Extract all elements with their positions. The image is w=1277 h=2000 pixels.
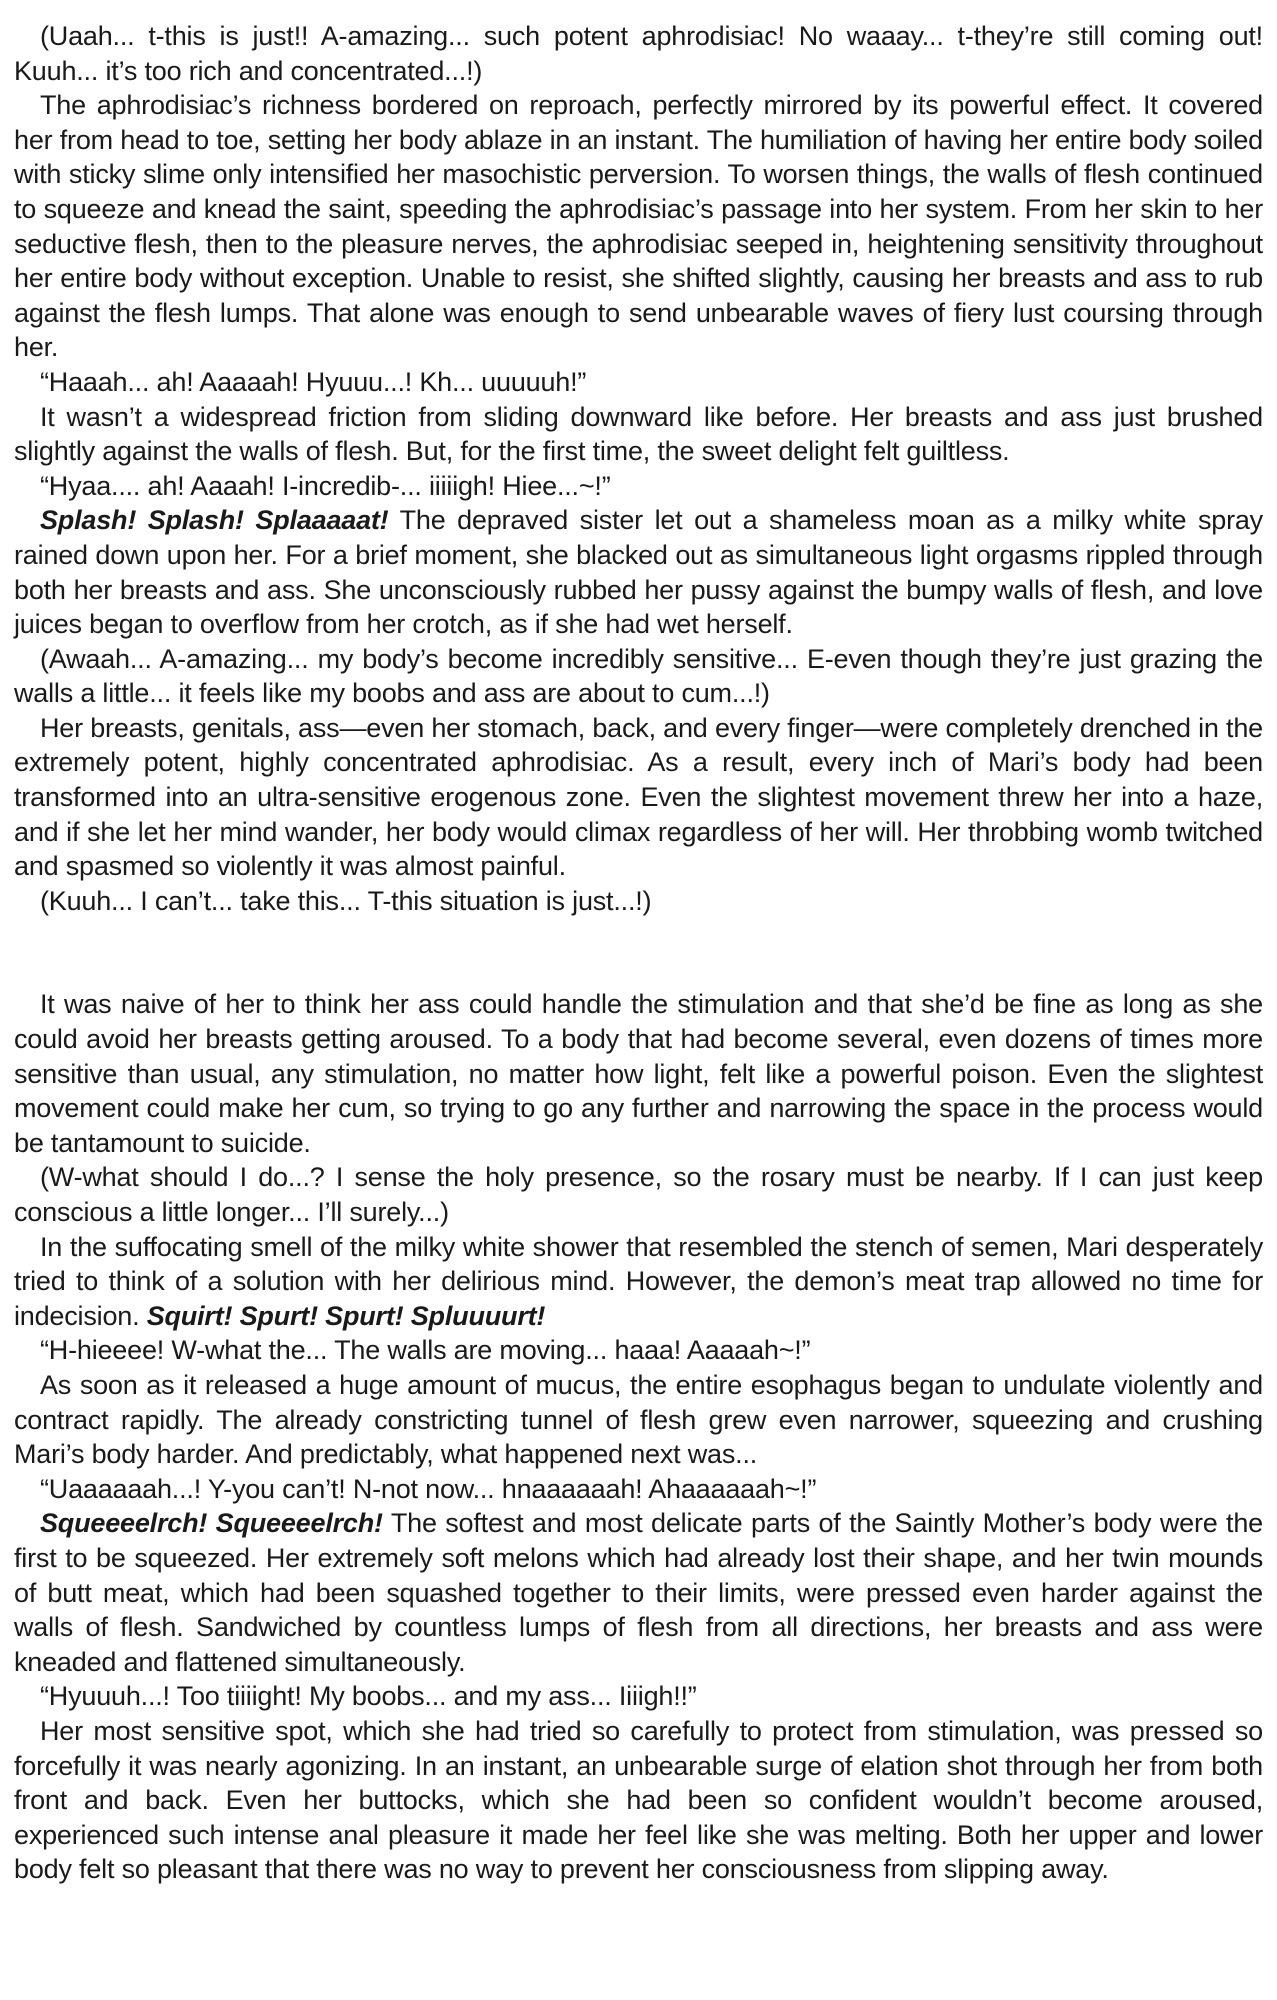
paragraph bbox=[14, 1160, 1263, 1229]
paragraph bbox=[14, 1472, 1263, 1507]
paragraph bbox=[14, 503, 1263, 641]
paragraph bbox=[14, 365, 1263, 400]
body-text: (Uaah... t-this is just!! A-amazing... such potent aphrodisiac! No waaay... t-they’re still coming out! Kuuh... it’s too rich and concentrated...!) bbox=[14, 21, 1263, 86]
sfx-emphasis-text: Splash! Splash! Splaaaaat! bbox=[40, 505, 389, 536]
scene-break bbox=[14, 918, 1263, 987]
body-text: “Hyuuuh...! Too tiiiight! My boobs... and my ass... Iiiigh!!” bbox=[40, 1681, 697, 1712]
sfx-emphasis-text: Squeeeelrch! Squeeeelrch! bbox=[40, 1508, 383, 1539]
paragraph bbox=[14, 1230, 1263, 1334]
body-text: (Kuuh... I can’t... take this... T-this situation is just...!) bbox=[40, 885, 652, 916]
body-text: The depraved sister let out a shameless moan as a milky white spray rained down upon her. For a brief moment, she blacked out as simultaneous light orgasms rippled through both her breasts and ass. She unconsciously rubbed her pussy against the bumpy walls of flesh, and love juices began to overflow from her crotch, as if she had wet herself. bbox=[14, 505, 1263, 640]
paragraph bbox=[14, 884, 1263, 919]
sfx-emphasis-text: Squirt! Spurt! Spurt! Spluuuurt! bbox=[146, 1300, 546, 1331]
paragraph bbox=[14, 400, 1263, 469]
body-text: Her breasts, genitals, ass—even her stomach, back, and every finger—were completely drenched in the extremely potent, highly concentrated aphrodisiac. As a result, every inch of Mari’s body had been transformed into an ultra-sensitive erogenous zone. Even the slightest movement threw her into a haze, and if she let her mind wander, her body would climax regardless of her will. Her throbbing womb twitched and spasmed so violently it was almost painful. bbox=[14, 712, 1263, 882]
paragraph bbox=[14, 711, 1263, 884]
body-text: Her most sensitive spot, which she had tried so carefully to protect from stimulation, was pressed so forcefully it was nearly agonizing. In an instant, an unbearable surge of elation shot through her from both front and back. Even her buttocks, which she had been so confident wouldn’t become aroused, experienced such intense anal pleasure it made her feel like she was melting. Both her upper and lower body felt so pleasant that there was no way to prevent her consciousness from slipping away. bbox=[14, 1715, 1263, 1885]
body-text: It was naive of her to think her ass could handle the stimulation and that she’d be fine as long as she could avoid her breasts getting aroused. To a body that had become several, even dozens of times more sensitive than usual, any stimulation, no matter how light, felt like a powerful poison. Even the slightest movement could make her cum, so trying to go any further and narrowing the space in the process would be tantamount to suicide. bbox=[14, 989, 1263, 1158]
body-text: (Awaah... A-amazing... my body’s become incredibly sensitive... E-even though they’re just grazing the walls a little... it feels like my boobs and ass are about to cum...!) bbox=[14, 643, 1263, 709]
body-text: “Uaaaaaah...! Y-you can’t! N-not now... hnaaaaaah! Ahaaaaaah~!” bbox=[40, 1473, 817, 1504]
paragraph bbox=[14, 1506, 1263, 1679]
body-text: In the suffocating smell of the milky white shower that resembled the stench of semen, Mari desperately tried to think of a solution with her delirious mind. However, the demon’s meat trap allowed no time for indecision. bbox=[14, 1231, 1263, 1331]
paragraph bbox=[14, 469, 1263, 504]
paragraph bbox=[14, 1368, 1263, 1472]
body-text: The aphrodisiac’s richness bordered on reproach, perfectly mirrored by its powerful effect. It covered her from head to toe, setting her body ablaze in an instant. The humiliation of having her entire body soiled with sticky slime only intensified her masochistic perversion. To worsen things, the walls of flesh continued to squeeze and knead the saint, speeding the aphrodisiac’s passage into her system. From her skin to her seductive flesh, then to the pleasure nerves, the aphrodisiac seeped in, heightening sensitivity throughout her entire body without exception. Unable to resist, she shifted slightly, causing her breasts and ass to rub against the flesh lumps. That alone was enough to send unbearable waves of fiery lust coursing through her. bbox=[14, 90, 1263, 363]
paragraph bbox=[14, 987, 1263, 1160]
paragraph bbox=[14, 88, 1263, 365]
paragraph bbox=[14, 642, 1263, 711]
body-text: “Haaah... ah! Aaaaah! Hyuuu...! Kh... uuuuuh!” bbox=[40, 366, 587, 397]
body-text: It wasn’t a widespread friction from sliding downward like before. Her breasts and ass just brushed slightly against the walls of flesh. But, for the first time, the sweet delight felt guiltless. bbox=[14, 401, 1263, 467]
body-text: (W-what should I do...? I sense the holy presence, so the rosary must be nearby. If I can just keep conscious a little longer... I’ll surely...) bbox=[14, 1162, 1263, 1227]
paragraph bbox=[14, 19, 1263, 88]
body-text: The softest and most delicate parts of the Saintly Mother’s body were the first to be squeezed. Her extremely soft melons which had already lost their shape, and her twin mounds of butt meat, which had been squashed together to their limits, were pressed even harder against the walls of flesh. Sandwiched by countless lumps of flesh from all directions, her breasts and ass were kneaded and flattened simultaneously. bbox=[14, 1508, 1263, 1677]
paragraph bbox=[14, 1714, 1263, 1887]
paragraph bbox=[14, 1333, 1263, 1368]
body-text: “H-hieeee! W-what the... The walls are moving... haaa! Aaaaah~!” bbox=[40, 1335, 811, 1366]
paragraph bbox=[14, 1679, 1263, 1714]
body-text: As soon as it released a huge amount of mucus, the entire esophagus began to undulate violently and contract rapidly. The already constricting tunnel of flesh grew even narrower, squeezing and crushing Mari’s body harder. And predictably, what happened next was... bbox=[14, 1369, 1263, 1470]
body-text: “Hyaa.... ah! Aaaah! I-incredib-... iiiiigh! Hiee...~!” bbox=[40, 470, 611, 501]
